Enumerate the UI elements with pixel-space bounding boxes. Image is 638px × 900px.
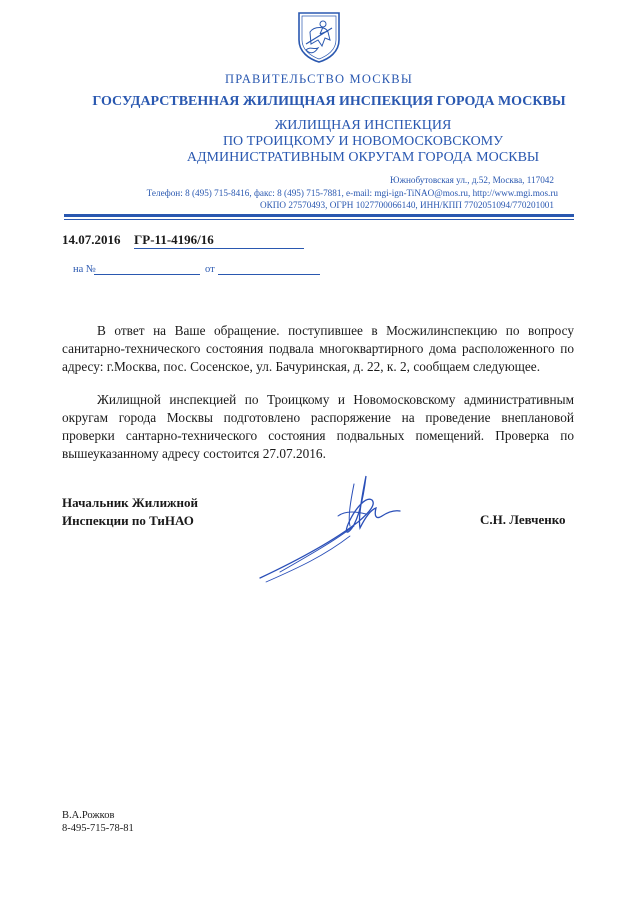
moscow-coat-of-arms-icon (296, 10, 342, 64)
registration-codes: ОКПО 27570493, ОГРН 1027700066140, ИНН/КПП 7702051094/770201001 (260, 200, 554, 210)
signer-position-line-1: Начальник Жилижной (62, 495, 198, 510)
header-divider-thick (64, 214, 574, 217)
executor-phone: 8-495-715-78-81 (62, 823, 134, 834)
body-paragraph-1: В ответ на Ваше обращение. поступившее в Мосжилинспекцию по вопросу санитарно-технического состояния подвала многоквартирного дома расположенного по адресу: г.Москва, пос. Сосенское, ул. Бачуринская, д. 22, к. 2, сообщаем следующее. (62, 323, 574, 374)
handwritten-signature (254, 470, 404, 588)
signer-position-line-2: Инспекции по ТиНАО (62, 513, 194, 528)
body-paragraph-2: Жилищной инспекцией по Троицкому и Новомосковскому административным округам города Москвы подготовлено распоряжение на проведение внеплановой проверки сантарно-технического состояния подвальных помещений. Проверка по вышеуказанному адресу состоится 27.07.2016. (62, 392, 574, 461)
outgoing-number: ГР-11-4196/16 (134, 233, 304, 249)
outgoing-date: 14.07.2016 (62, 232, 121, 247)
header-divider-thin (64, 219, 574, 220)
department-line-1: ЖИЛИЩНАЯ ИНСПЕКЦИЯ (274, 118, 452, 133)
reference-number-blank (94, 274, 200, 275)
executor-name: В.А.Рожков (62, 810, 115, 821)
reference-number-label: на № (73, 264, 96, 275)
reference-date-blank (218, 274, 320, 275)
reference-from-label: от (205, 264, 215, 275)
government-title: ПРАВИТЕЛЬСТВО МОСКВЫ (225, 72, 413, 86)
department-line-3: АДМИНИСТРАТИВНЫМ ОКРУГАМ ГОРОДА МОСКВЫ (186, 150, 540, 165)
department-line-2: ПО ТРОИЦКОМУ И НОВОМОСКОВСКОМУ (222, 134, 504, 149)
contact-phones: Телефон: 8 (495) 715-8416, факс: 8 (495) 715-7881, e-mail: mgi-ign-TiNAO@mos.ru, http://www.mgi.mos.ru (146, 188, 558, 198)
signer-name: С.Н. Левченко (480, 512, 566, 527)
postal-address: Южнобутовская ул., д.52, Москва, 117042 (390, 175, 554, 185)
inspection-title: ГОСУДАРСТВЕННАЯ ЖИЛИЩНАЯ ИНСПЕКЦИЯ ГОРОДА МОСКВЫ (92, 94, 566, 109)
